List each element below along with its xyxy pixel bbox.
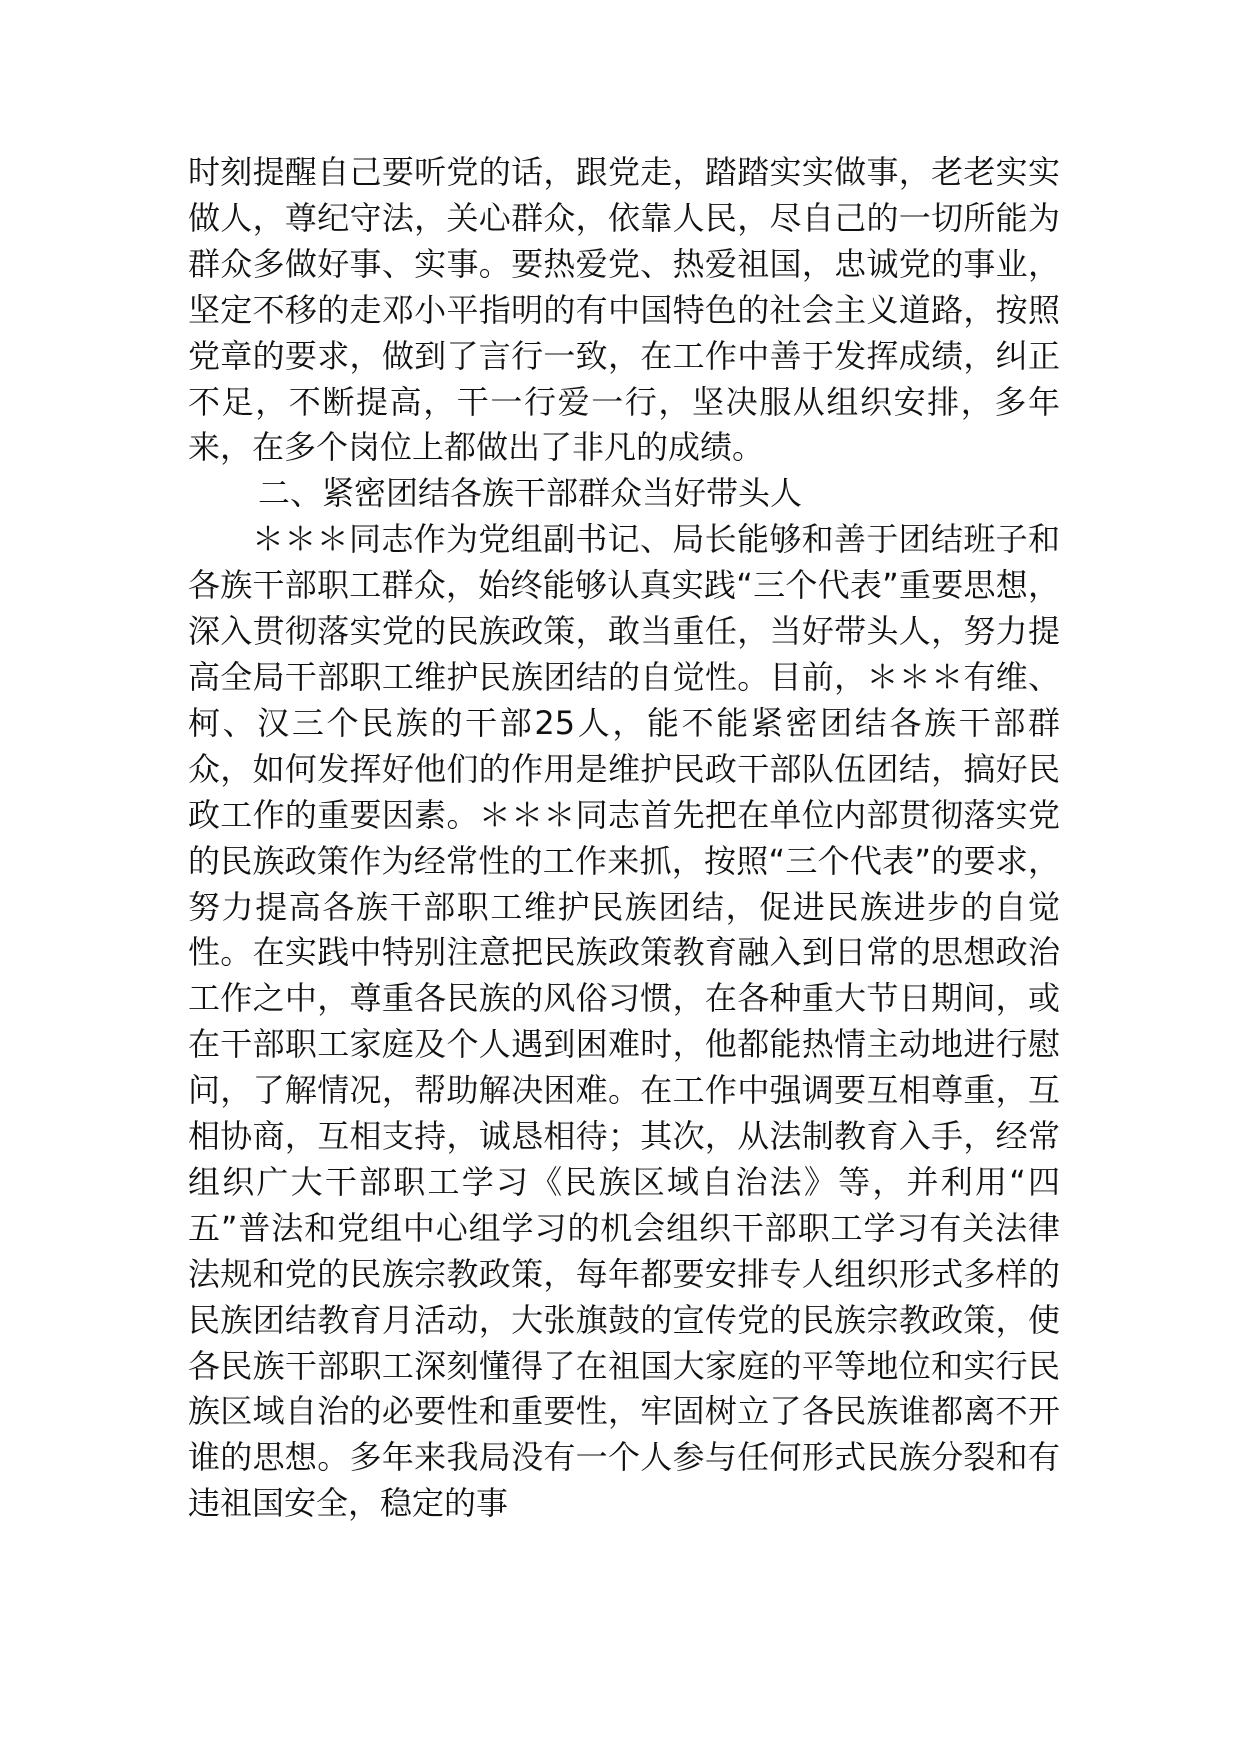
document-body xyxy=(188,150,1060,1527)
paragraph-body: ＊＊＊同志作为党组副书记、局长能够和善于团结班子和各族干部职工群众，始终能够认真实践“三个代表”重要思想，深入贯彻落实党的民族政策，敢当重任，当好带头人，努力提高全局干部职工维护民族团结的自觉性。目前，＊＊＊有维、柯、汉三个民族的干部25人，能不能紧密团结各族干部群众，如何发挥好他们的作用是维护民政干部队伍团结，搞好民政工作的重要因素。＊＊＊同志首先把在单位内部贯彻落实党的民族政策作为经常性的工作来抓，按照“三个代表”的要求，努力提高各族干部职工维护民族团结，促进民族进步的自觉性。在实践中特别注意把民族政策教育融入到日常的思想政治工作之中，尊重各民族的风俗习惯，在各种重大节日期间，或在干部职工家庭及个人遇到困难时，他都能热情主动地进行慰问，了解情况，帮助解决困难。在工作中强调要互相尊重，互相协商，互相支持，诚恳相待；其次，从法制教育入手，经常组织广大干部职工学习《民族区域自治法》等，并利用“四五”普法和党组中心组学习的机会组织干部职工学习有关法律法规和党的民族宗教政策，每年都要安排专人组织形式多样的民族团结教育月活动，大张旗鼓的宣传党的民族宗教政策，使各民族干部职工深刻懂得了在祖国大家庭的平等地位和实行民族区域自治的必要性和重要性，牢固树立了各民族谁都离不开谁的思想。多年来我局没有一个人参与任何形式民族分裂和有违祖国安全，稳定的事 xyxy=(188,520,1060,1523)
paragraph-continuation: 时刻提醒自己要听党的话，跟党走，踏踏实实做事，老老实实做人，尊纪守法，关心群众，依靠人民，尽自己的一切所能为群众多做好事、实事。要热爱党、热爱祖国，忠诚党的事业，坚定不移的走邓小平指明的有中国特色的社会主义道路，按照党章的要求，做到了言行一致，在工作中善于发挥成绩，纠正不足，不断提高，干一行爱一行，坚决服从组织安排，多年来，在多个岗位上都做出了非凡的成绩。 xyxy=(188,153,1060,467)
section-heading: 二、紧密团结各族干部群众当好带头人 xyxy=(258,474,803,513)
